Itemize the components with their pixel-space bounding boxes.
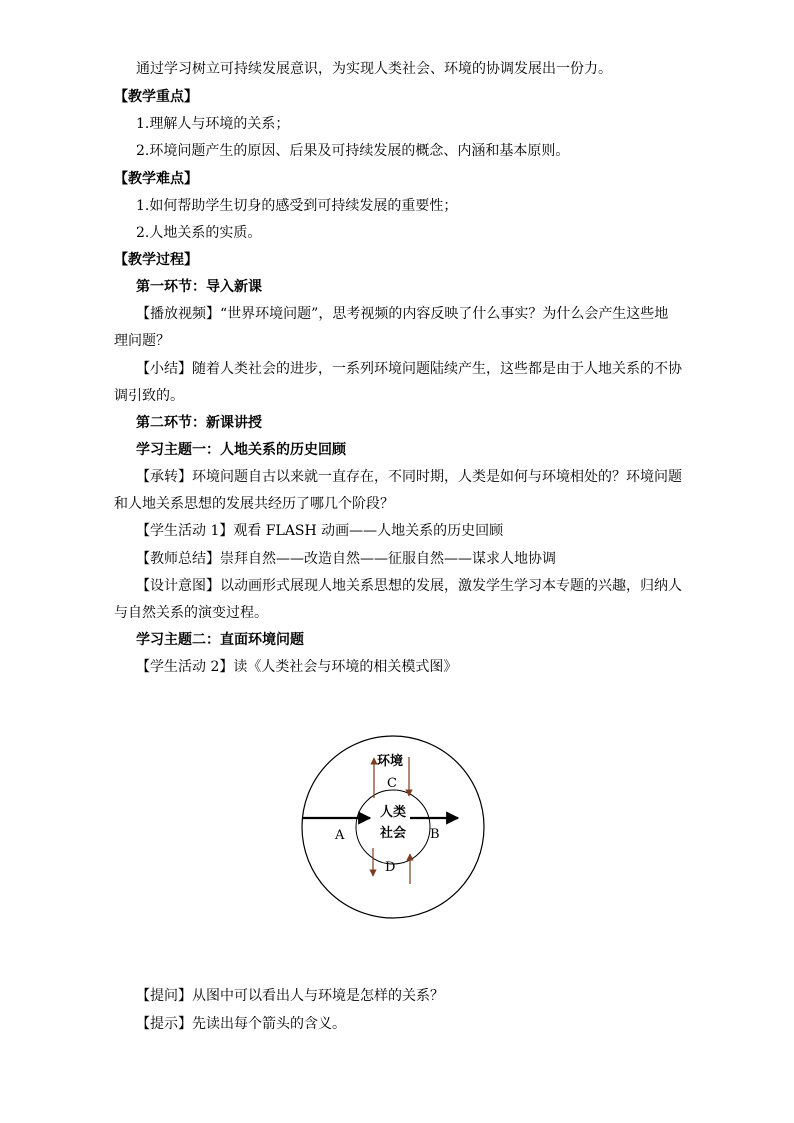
key-point-item: 1.理解人与环境的关系； <box>136 116 290 132</box>
human-environment-diagram <box>298 734 488 924</box>
label-b: B <box>430 827 440 842</box>
label-a: A <box>335 828 345 843</box>
process-heading: 【教学过程】 <box>114 252 198 268</box>
key-points-heading: 【教学重点】 <box>114 89 198 105</box>
difficulty-item: 1.如何帮助学生切身的感受到可持续发展的重要性； <box>136 198 458 214</box>
difficulties-heading: 【教学难点】 <box>114 171 198 187</box>
environment-label: 环境 <box>377 754 404 769</box>
activity2-line: 【学生活动 2】读《人类社会与环境的相关模式图》 <box>136 659 458 675</box>
video-line: 【播放视频】“世界环境问题”，思考视频的内容反映了什么事实？为什么会产生这些地 <box>136 306 669 322</box>
design-line: 与自然关系的演变过程。 <box>114 605 268 621</box>
section1-title: 第一环节：导入新课 <box>136 279 262 295</box>
intro-line: 通过学习树立可持续发展意识，为实现人类社会、环境的协调发展出一份力。 <box>136 61 612 77</box>
design-line: 【设计意图】以动画形式展现人地关系思想的发展，激发学生学习本专题的兴趣，归纳人 <box>136 578 682 594</box>
hint-line: 【提示】先读出每个箭头的含义。 <box>136 1016 346 1032</box>
label-c: C <box>387 776 397 791</box>
question-line: 【提问】从图中可以看出人与环境是怎样的关系？ <box>136 988 444 1004</box>
key-point-item: 2.环境问题产生的原因、后果及可持续发展的概念、内涵和基本原则。 <box>136 143 570 159</box>
summary-line: 调引致的。 <box>114 388 184 404</box>
summary-line: 【小结】随着人类社会的进步，一系列环境问题陆续产生，这些都是由于人地关系的不协 <box>136 361 682 377</box>
video-line: 理问题？ <box>114 333 170 349</box>
transition-line: 【承转】环境问题自古以来就一直存在，不同时期，人类是如何与环境相处的？环境问题 <box>136 469 682 485</box>
difficulty-item: 2.人地关系的实质。 <box>136 225 262 241</box>
activity1-line: 【学生活动 1】观看 FLASH 动画——人地关系的历史回顾 <box>136 523 504 539</box>
section2-title: 第二环节：新课讲授 <box>136 415 262 431</box>
teacher-summary-line: 【教师总结】崇拜自然——改造自然——征服自然——谋求人地协调 <box>136 551 556 567</box>
label-d: D <box>385 860 396 875</box>
human-society-label: 人类 <box>380 805 407 820</box>
transition-line: 和人地关系思想的发展共经历了哪几个阶段？ <box>114 496 394 512</box>
topic1-title: 学习主题一：人地关系的历史回顾 <box>136 442 346 458</box>
topic2-title: 学习主题二：直面环境问题 <box>136 632 304 648</box>
human-society-label: 社会 <box>380 826 407 841</box>
